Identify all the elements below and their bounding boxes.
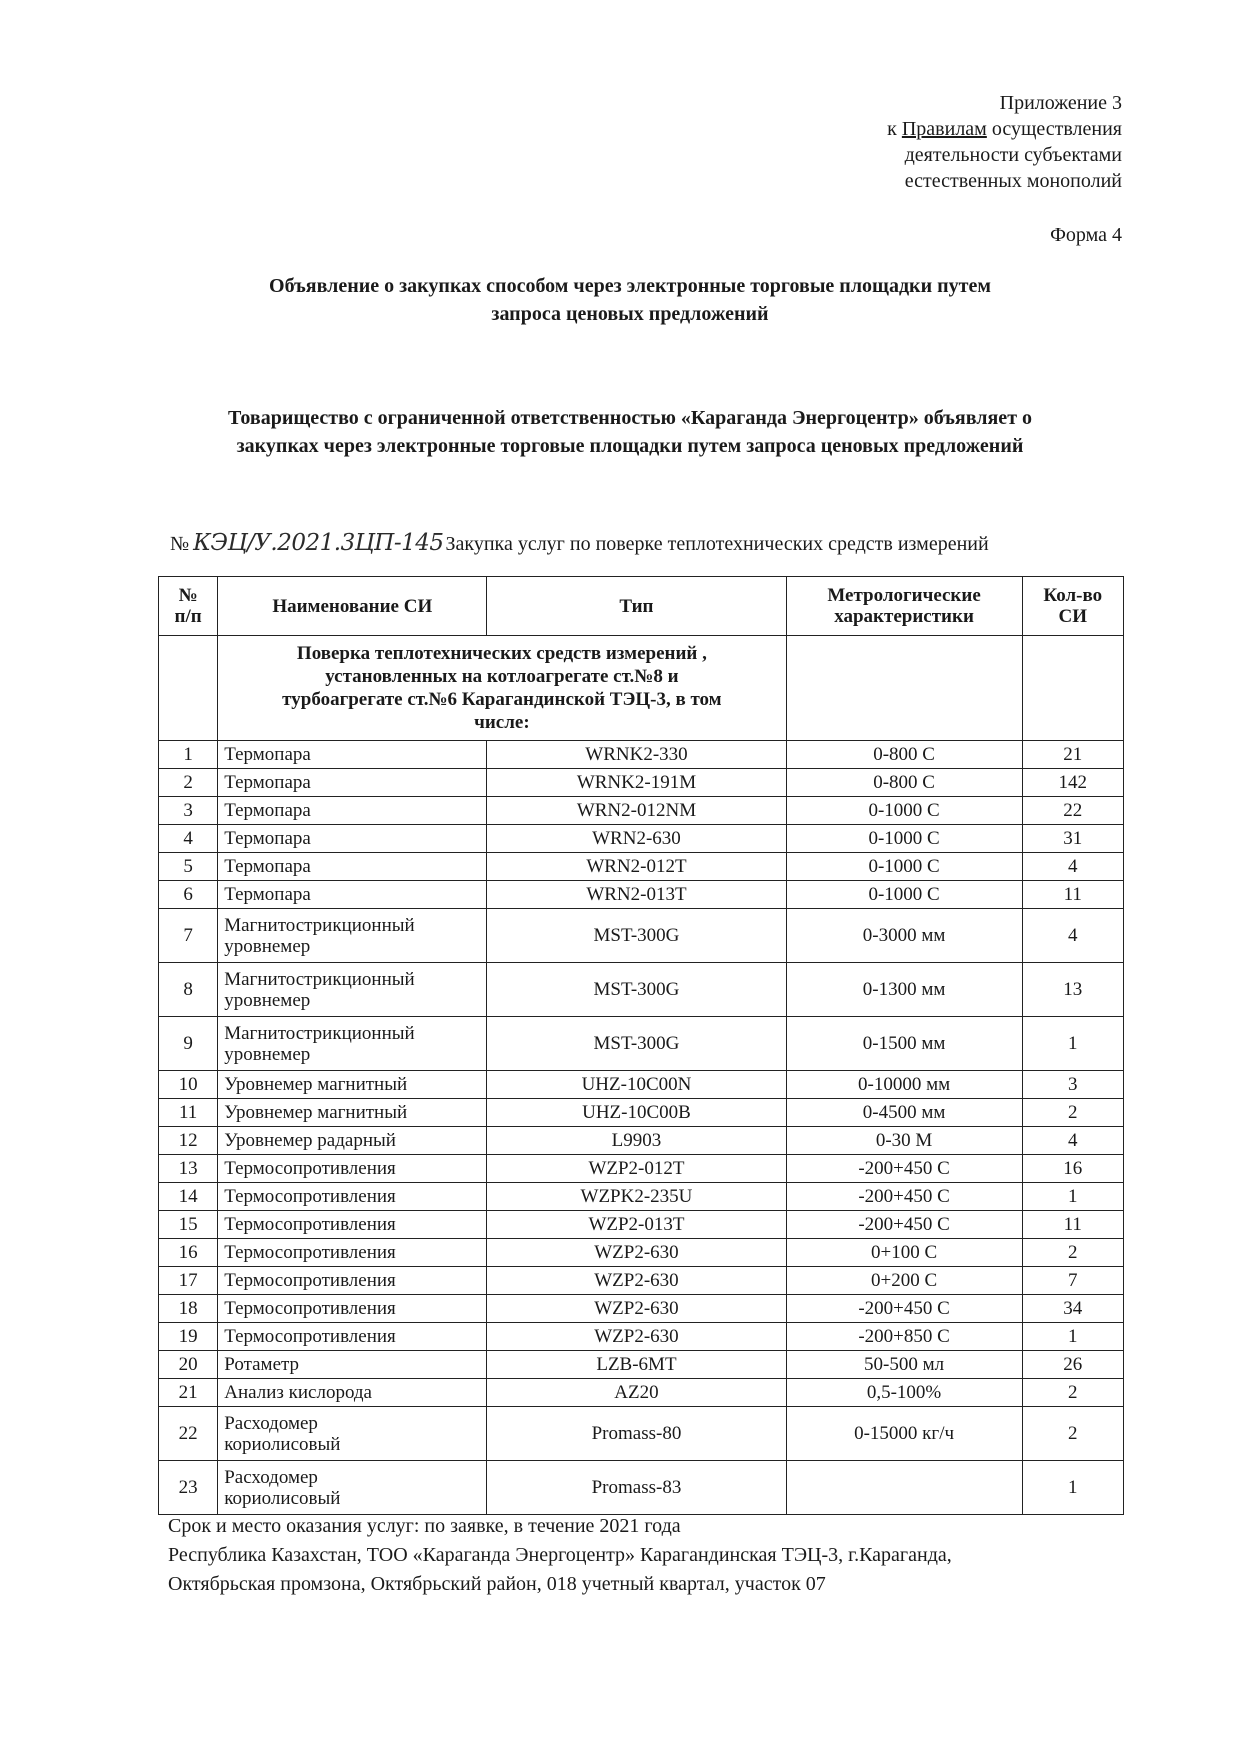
- metrological-range: 0-3000 мм: [786, 909, 1022, 963]
- metrological-range: -200+450 С: [786, 1211, 1022, 1239]
- instrument-type: WZPK2-235U: [487, 1183, 786, 1211]
- service-terms: Срок и место оказания услуг: по заявке, в течение 2021 года: [168, 1515, 681, 1537]
- annex-line-2-suffix: осуществления: [986, 118, 1122, 140]
- table-row: [159, 1267, 1124, 1295]
- instrument-name-line-2: уровнемер: [224, 989, 311, 1011]
- instrument-type: MST-300G: [487, 909, 786, 963]
- table-row: [159, 769, 1124, 797]
- instrument-quantity: 7: [1022, 1267, 1123, 1295]
- annex-line-3: деятельности субъектами: [904, 144, 1122, 166]
- instrument-quantity: 21: [1022, 741, 1123, 769]
- metrological-range: 0+200 С: [786, 1267, 1022, 1295]
- table-row: [159, 1017, 1124, 1071]
- instrument-name: Термосопротивления: [218, 1183, 487, 1211]
- handwritten-procurement-number: КЭЦ/У.2021.3ЦП-145: [193, 530, 444, 556]
- group-quantity-cell: [1022, 636, 1123, 741]
- metrological-range: 0-800 С: [786, 741, 1022, 769]
- instrument-quantity: 142: [1022, 769, 1123, 797]
- company-statement: [140, 404, 1120, 460]
- instrument-quantity: 2: [1022, 1407, 1123, 1461]
- instrument-quantity: 2: [1022, 1379, 1123, 1407]
- metrological-range: -200+850 С: [786, 1323, 1022, 1351]
- instrument-quantity: 1: [1022, 1323, 1123, 1351]
- row-number: 12: [159, 1127, 218, 1155]
- annex-line-2-prefix: к: [887, 118, 902, 140]
- instrument-quantity: 16: [1022, 1155, 1123, 1183]
- instrument-type: WRN2-012NM: [487, 797, 786, 825]
- instrument-type: UHZ-10C00N: [487, 1071, 786, 1099]
- table-row: [159, 741, 1124, 769]
- instrument-name: [218, 909, 487, 963]
- metrological-range: 0-1500 мм: [786, 1017, 1022, 1071]
- instrument-name: Термосопротивления: [218, 1323, 487, 1351]
- instrument-quantity: 34: [1022, 1295, 1123, 1323]
- header-num-line-1: №: [178, 585, 198, 606]
- table-row: [159, 1295, 1124, 1323]
- header-quantity-line-1: Кол-во: [1043, 585, 1103, 606]
- instrument-name: Термосопротивления: [218, 1267, 487, 1295]
- header-metrology-line-1: Метрологические: [827, 585, 981, 606]
- service-address-line-1: Республика Казахстан, ТОО «Караганда Энергоцентр» Карагандинская ТЭЦ-3, г.Караганда,: [168, 1544, 952, 1566]
- instrument-quantity: 4: [1022, 909, 1123, 963]
- annex-line-1: Приложение 3: [999, 92, 1122, 114]
- header-type: Тип: [487, 577, 786, 636]
- header-name: Наименование СИ: [218, 577, 487, 636]
- table-row: [159, 963, 1124, 1017]
- instrument-name: Термосопротивления: [218, 1295, 487, 1323]
- instrument-name: Термопара: [218, 825, 487, 853]
- row-number: 23: [159, 1461, 218, 1515]
- instrument-name: Термосопротивления: [218, 1211, 487, 1239]
- row-number: 5: [159, 853, 218, 881]
- group-title: [218, 636, 786, 741]
- metrological-range: -200+450 С: [786, 1295, 1022, 1323]
- table-row: [159, 853, 1124, 881]
- instrument-quantity: 26: [1022, 1351, 1123, 1379]
- metrological-range: 0-1300 мм: [786, 963, 1022, 1017]
- footer-block: [168, 1512, 952, 1599]
- instrument-type: WZP2-630: [487, 1239, 786, 1267]
- row-number: 1: [159, 741, 218, 769]
- metrological-range: [786, 1461, 1022, 1515]
- procurement-title: [170, 530, 989, 556]
- instrument-type: MST-300G: [487, 1017, 786, 1071]
- company-statement-line-2: закупках через электронные торговые площадки путем запроса ценовых предложений: [236, 435, 1024, 457]
- instrument-type: Promass-83: [487, 1461, 786, 1515]
- company-statement-line-1: Товарищество с ограниченной ответственностью «Караганда Энергоцентр» объявляет о: [227, 407, 1033, 429]
- metrological-range: 0-4500 мм: [786, 1099, 1022, 1127]
- instrument-name-line-1: Расходомер: [224, 1412, 318, 1434]
- form-number: Форма 4: [1050, 224, 1122, 246]
- group-title-line-3: турбоагрегате ст.№6 Карагандинской ТЭЦ-3, в том: [282, 689, 722, 710]
- service-address-line-2: Октябрьская промзона, Октябрьский район, 018 учетный квартал, участок 07: [168, 1573, 826, 1595]
- instrument-type: UHZ-10C00B: [487, 1099, 786, 1127]
- metrological-range: 0-15000 кг/ч: [786, 1407, 1022, 1461]
- header-metrology: [786, 577, 1022, 636]
- row-number: 8: [159, 963, 218, 1017]
- metrological-range: -200+450 С: [786, 1155, 1022, 1183]
- instrument-type: WRN2-012T: [487, 853, 786, 881]
- table-row: [159, 1099, 1124, 1127]
- table-row: [159, 1183, 1124, 1211]
- row-number: 2: [159, 769, 218, 797]
- row-number: 9: [159, 1017, 218, 1071]
- instrument-quantity: 11: [1022, 881, 1123, 909]
- table-row: [159, 1071, 1124, 1099]
- instrument-name-line-2: кориолисовый: [224, 1487, 341, 1509]
- instrument-name: Термопара: [218, 797, 487, 825]
- instrument-name: Термопара: [218, 853, 487, 881]
- instrument-name-line-2: кориолисовый: [224, 1433, 341, 1455]
- announcement-heading-line-1: Объявление о закупках способом через электронные торговые площадки путем: [269, 275, 991, 297]
- instrument-quantity: 13: [1022, 963, 1123, 1017]
- metrological-range: 0,5-100%: [786, 1379, 1022, 1407]
- header-metrology-line-2: характеристики: [834, 606, 974, 627]
- instrument-quantity: 11: [1022, 1211, 1123, 1239]
- instrument-name-line-2: уровнемер: [224, 935, 311, 957]
- metrological-range: 0+100 С: [786, 1239, 1022, 1267]
- instrument-name: Уровнемер радарный: [218, 1127, 487, 1155]
- instrument-type: WZP2-630: [487, 1267, 786, 1295]
- instrument-name: [218, 1461, 487, 1515]
- table-row: [159, 1211, 1124, 1239]
- instrument-name-line-1: Магнитострикционный: [224, 968, 415, 990]
- header-quantity-line-2: СИ: [1058, 606, 1088, 627]
- group-num-cell: [159, 636, 218, 741]
- instrument-name-line-1: Магнитострикционный: [224, 914, 415, 936]
- metrological-range: 0-1000 С: [786, 797, 1022, 825]
- instrument-quantity: 2: [1022, 1239, 1123, 1267]
- instrument-type: WZP2-012T: [487, 1155, 786, 1183]
- instrument-name: [218, 963, 487, 1017]
- group-title-line-1: Поверка теплотехнических средств измерений ,: [296, 643, 707, 664]
- table-row: [159, 825, 1124, 853]
- instrument-name: Уровнемер магнитный: [218, 1099, 487, 1127]
- row-number: 19: [159, 1323, 218, 1351]
- metrological-range: 0-1000 С: [786, 853, 1022, 881]
- instrument-type: WRNK2-191M: [487, 769, 786, 797]
- announcement-heading-line-2: запроса ценовых предложений: [491, 303, 769, 325]
- group-title-line-4: числе:: [474, 712, 530, 733]
- instrument-type: AZ20: [487, 1379, 786, 1407]
- instrument-name: Ротаметр: [218, 1351, 487, 1379]
- table-row: [159, 1379, 1124, 1407]
- instrument-name-line-2: уровнемер: [224, 1043, 311, 1065]
- instrument-type: WRN2-013T: [487, 881, 786, 909]
- row-number: 22: [159, 1407, 218, 1461]
- instrument-name-line-1: Магнитострикционный: [224, 1022, 415, 1044]
- row-number: 21: [159, 1379, 218, 1407]
- metrological-range: 0-1000 С: [786, 881, 1022, 909]
- instrument-name: [218, 1407, 487, 1461]
- instrument-quantity: 1: [1022, 1017, 1123, 1071]
- row-number: 18: [159, 1295, 218, 1323]
- row-number: 14: [159, 1183, 218, 1211]
- instrument-quantity: 22: [1022, 797, 1123, 825]
- metrological-range: -200+450 С: [786, 1183, 1022, 1211]
- instrument-quantity: 1: [1022, 1461, 1123, 1515]
- instruments-table: [158, 576, 1124, 1515]
- annex-line-4: естественных монополий: [904, 170, 1122, 192]
- metrological-range: 0-800 С: [786, 769, 1022, 797]
- header-num: [159, 577, 218, 636]
- group-row: [159, 636, 1124, 741]
- instrument-quantity: 4: [1022, 1127, 1123, 1155]
- table-row: [159, 1351, 1124, 1379]
- instrument-type: MST-300G: [487, 963, 786, 1017]
- instrument-name: Термосопротивления: [218, 1155, 487, 1183]
- row-number: 17: [159, 1267, 218, 1295]
- row-number: 20: [159, 1351, 218, 1379]
- row-number: 6: [159, 881, 218, 909]
- rules-link[interactable]: Правилам: [901, 118, 987, 140]
- annex-block: [887, 90, 1122, 194]
- header-num-line-2: п/п: [174, 606, 202, 627]
- instrument-name: Анализ кислорода: [218, 1379, 487, 1407]
- metrological-range: 0-10000 мм: [786, 1071, 1022, 1099]
- group-title-line-2: установленных на котлоагрегате ст.№8 и: [325, 666, 679, 687]
- row-number: 4: [159, 825, 218, 853]
- table-row: [159, 881, 1124, 909]
- instrument-type: WZP2-013T: [487, 1211, 786, 1239]
- metrological-range: 50-500 мл: [786, 1351, 1022, 1379]
- instrument-name: Термопара: [218, 881, 487, 909]
- instrument-type: WRN2-630: [487, 825, 786, 853]
- metrological-range: 0-30 М: [786, 1127, 1022, 1155]
- instrument-type: WRNK2-330: [487, 741, 786, 769]
- row-number: 7: [159, 909, 218, 963]
- instrument-type: LZB-6MT: [487, 1351, 786, 1379]
- table-row: [159, 1155, 1124, 1183]
- procurement-subject: Закупка услуг по поверке теплотехнических средств измерений: [445, 533, 989, 555]
- row-number: 15: [159, 1211, 218, 1239]
- instrument-name: Уровнемер магнитный: [218, 1071, 487, 1099]
- row-number: 16: [159, 1239, 218, 1267]
- row-number: 3: [159, 797, 218, 825]
- number-sign: №: [170, 533, 190, 555]
- instrument-name: Термопара: [218, 769, 487, 797]
- instrument-quantity: 3: [1022, 1071, 1123, 1099]
- instrument-quantity: 4: [1022, 853, 1123, 881]
- instrument-quantity: 1: [1022, 1183, 1123, 1211]
- instrument-name: [218, 1017, 487, 1071]
- table-row: [159, 1461, 1124, 1515]
- table-row: [159, 1239, 1124, 1267]
- table-row: [159, 797, 1124, 825]
- header-quantity: [1022, 577, 1123, 636]
- instrument-quantity: 31: [1022, 825, 1123, 853]
- instrument-quantity: 2: [1022, 1099, 1123, 1127]
- instrument-type: L9903: [487, 1127, 786, 1155]
- row-number: 13: [159, 1155, 218, 1183]
- metrological-range: 0-1000 С: [786, 825, 1022, 853]
- instrument-type: WZP2-630: [487, 1295, 786, 1323]
- table-row: [159, 1407, 1124, 1461]
- group-metrology-cell: [786, 636, 1022, 741]
- annex-line-2: [887, 116, 1122, 142]
- table-row: [159, 909, 1124, 963]
- instrument-name: Термопара: [218, 741, 487, 769]
- instrument-name-line-1: Расходомер: [224, 1466, 318, 1488]
- row-number: 11: [159, 1099, 218, 1127]
- instrument-type: Promass-80: [487, 1407, 786, 1461]
- instrument-type: WZP2-630: [487, 1323, 786, 1351]
- announcement-heading: [140, 272, 1120, 328]
- table-row: [159, 1323, 1124, 1351]
- instrument-name: Термосопротивления: [218, 1239, 487, 1267]
- table-row: [159, 1127, 1124, 1155]
- row-number: 10: [159, 1071, 218, 1099]
- table-header-row: [159, 577, 1124, 636]
